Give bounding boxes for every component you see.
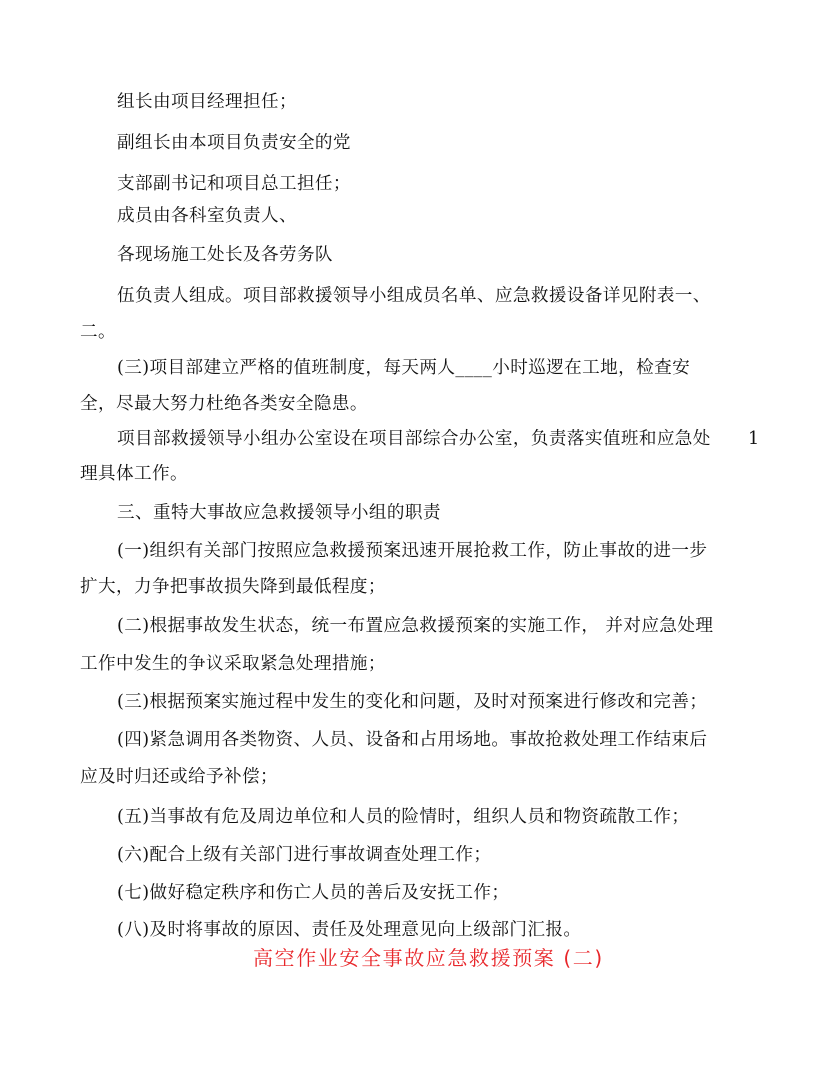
text-line: (五)当事故有危及周边单位和人员的险情时，组织人员和物资疏散工作； [117, 807, 690, 827]
text-line: 理具体工作。 [80, 464, 188, 484]
text-line: 二。 [80, 322, 116, 342]
page-number: 1 [748, 429, 760, 449]
text-line: (三)根据预案实施过程中发生的变化和问题，及时对预案进行修改和完善； [117, 692, 708, 712]
text-line: 伍负责人组成。项目部救援领导小组成员名单、应急救援设备详见附表一、 [117, 286, 711, 306]
section-title: 高空作业安全事故应急救援预案 (二) [253, 946, 604, 970]
text-line: 各现场施工处长及各劳务队 [117, 245, 333, 265]
text-line: 应及时归还或给予补偿； [80, 767, 278, 787]
text-line: (七)做好稳定秩序和伤亡人员的善后及安抚工作； [117, 883, 510, 903]
text-line: 成员由各科室负责人、 [117, 206, 297, 226]
text-line: (四)紧急调用各类物资、人员、设备和占用场地。事故抢救处理工作结束后 [117, 730, 708, 750]
text-line: 工作中发生的争议采取紧急处理措施； [80, 654, 386, 674]
text-line: (八)及时将事故的原因、责任及处理意见向上级部门汇报。 [117, 920, 582, 940]
text-line: 副组长由本项目负责安全的党 [117, 133, 351, 153]
text-line: 项目部救援领导小组办公室设在项目部综合办公室，负责落实值班和应急处 [117, 429, 711, 449]
text-line: (一)组织有关部门按照应急救援预案迅速开展抢救工作，防止事故的进一步 [117, 541, 708, 561]
text-line: (六)配合上级有关部门进行事故调查处理工作； [117, 845, 492, 865]
text-line: 支部副书记和项目总工担任； [117, 174, 351, 194]
text-line: 扩大，力争把事故损失降到最低程度； [80, 577, 386, 597]
section-heading: 三、重特大事故应急救援领导小组的职责 [117, 503, 441, 523]
text-line: 组长由项目经理担任； [117, 92, 297, 112]
text-line: (三)项目部建立严格的值班制度，每天两人____小时巡逻在工地，检查安 [117, 358, 691, 378]
text-line: 全，尽最大努力杜绝各类安全隐患。 [80, 394, 368, 414]
text-line: (二)根据事故发生状态，统一布置应急救援预案的实施工作， 并对应急处理 [117, 616, 714, 636]
